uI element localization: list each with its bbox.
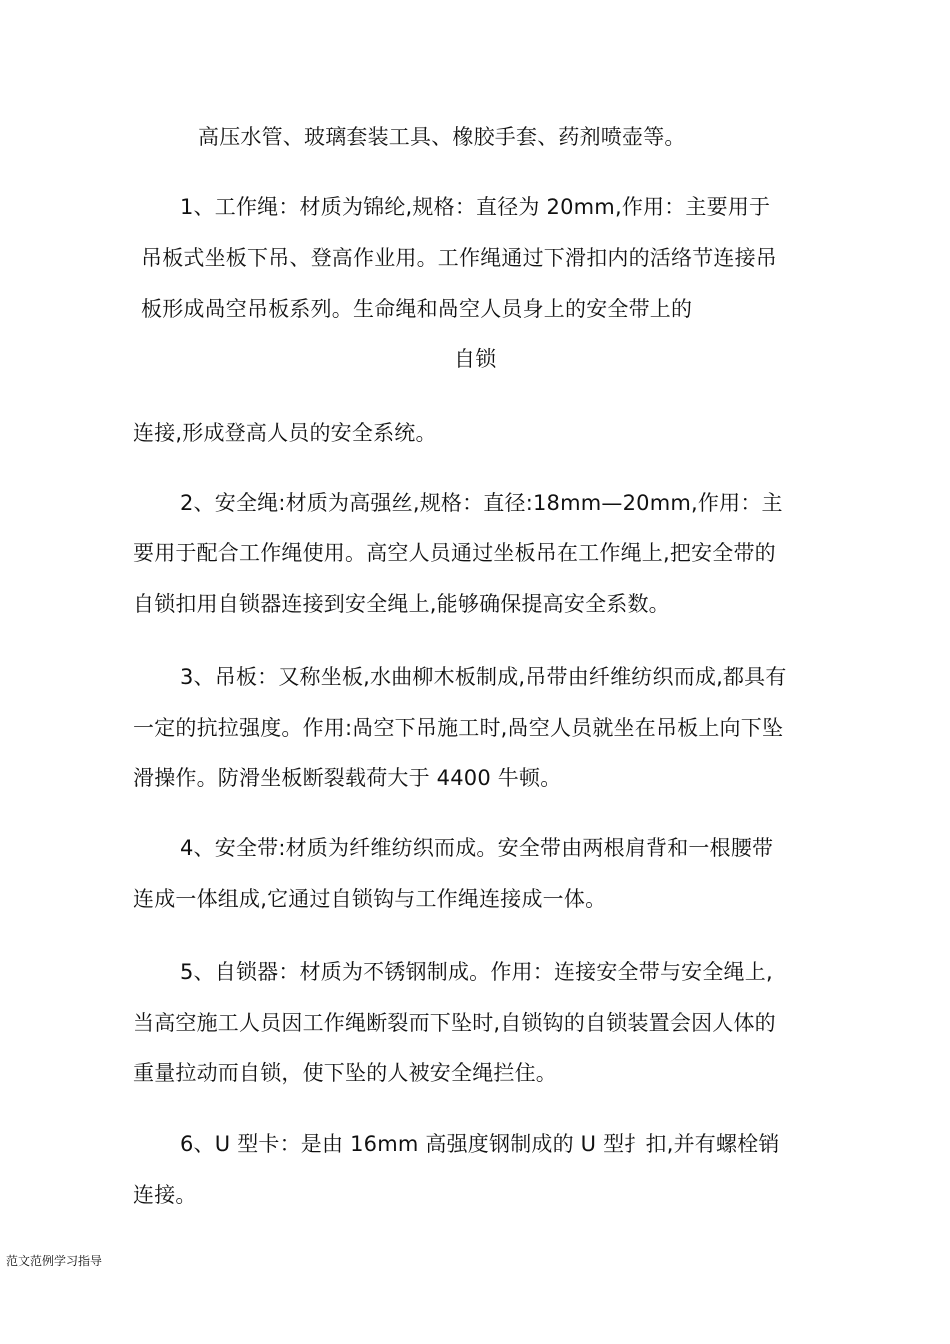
item-2-line-3: 自锁扣用自锁器连接到安全绳上,能够确保提高安全系数。 bbox=[133, 592, 670, 616]
item-2-line-2: 要用于配合工作绳使用。高空人员通过坐板吊在工作绳上,把安全带的 bbox=[133, 541, 776, 565]
item-1-line-2: 吊板式坐板下吊、登高作业用。工作绳通过下滑扣内的活络节连接吊 bbox=[141, 246, 777, 270]
intro-line: 高压水管、玻璃套装工具、橡胶手套、药剂喷壶等。 bbox=[198, 125, 686, 149]
item-4-line-1: 4、安全带:材质为纤维纺织而成。安全带由两根肩背和一根腰带 bbox=[180, 836, 774, 860]
item-3-line-1: 3、吊板：又称坐板,水曲柳木板制成,吊带由纤维纺织而成,都具有 bbox=[180, 665, 787, 689]
item-5-line-2: 当高空施工人员因工作绳断裂而下坠时,自锁钩的自锁装置会因人体的 bbox=[133, 1011, 776, 1035]
item-1-line-4: 自锁 bbox=[454, 347, 497, 371]
item-1-line-3: 板形成咼空吊板系列。生命绳和咼空人员身上的安全带上的 bbox=[141, 297, 693, 321]
item-5-line-3: 重量拉动而自锁，使下坠的人被安全绳拦住。 bbox=[133, 1061, 557, 1085]
item-1-line-1: 1、工作绳：材质为锦纶,规格：直径为 20mm,作用：主要用于 bbox=[180, 195, 771, 219]
item-1-line-5: 连接,形成登高人员的安全系统。 bbox=[133, 421, 437, 445]
item-2-line-1: 2、安全绳:材质为高强丝,规格：直径:18mm—20mm,作用：主 bbox=[180, 491, 783, 515]
item-5-line-1: 5、自锁器：材质为不锈钢制成。作用：连接安全带与安全绳上, bbox=[180, 960, 773, 984]
item-4-line-2: 连成一体组成,它通过自锁钩与工作绳连接成一体。 bbox=[133, 887, 607, 911]
item-6-line-1: 6、U 型卡：是由 16mm 高强度钢制成的 U 型扌扣,并有螺栓销 bbox=[180, 1132, 780, 1156]
footer-text: 范文范例学习指导 bbox=[6, 1254, 103, 1268]
item-6-line-2: 连接。 bbox=[133, 1183, 197, 1207]
item-3-line-3: 滑操作。防滑坐板断裂载荷大于 4400 牛顿。 bbox=[133, 766, 562, 790]
item-3-line-2: 一定的抗拉强度。作用:咼空下吊施工时,咼空人员就坐在吊板上向下坠 bbox=[133, 716, 784, 740]
